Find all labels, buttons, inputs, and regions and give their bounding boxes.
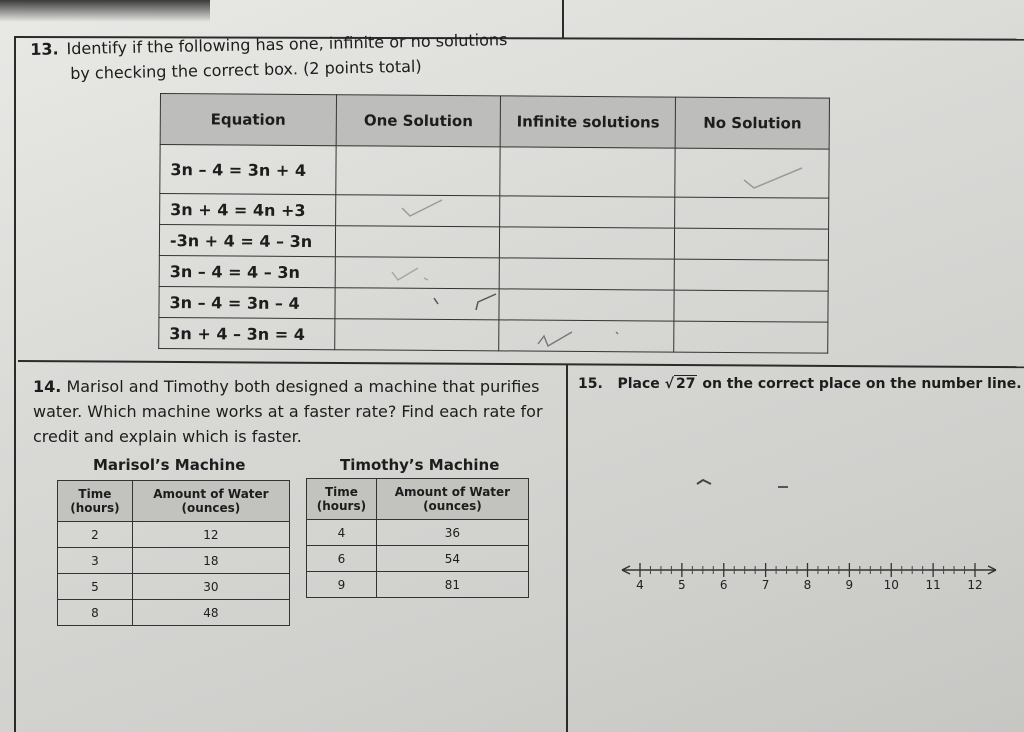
q13-number: 13. (30, 39, 59, 59)
table-row (159, 255, 828, 291)
water-header: Amount of Water (ounces) (132, 481, 289, 522)
one-solution-checkbox[interactable] (335, 226, 500, 258)
q15-number: 15. (578, 376, 603, 392)
number-line[interactable] (620, 545, 1000, 605)
solutions-table-header (160, 94, 829, 150)
time-cell: 6 (307, 546, 377, 572)
no-solution-checkbox[interactable] (675, 228, 829, 260)
table-row (160, 145, 829, 199)
pencil-smudge-icon (695, 476, 715, 490)
number-line-label: 9 (845, 578, 854, 592)
top-vertical-divider (562, 0, 564, 38)
no-solution-checkbox[interactable] (674, 259, 828, 291)
q14-number: 14. (33, 377, 62, 396)
one-solution-checkbox[interactable] (336, 146, 501, 196)
timothy-table-title: Timothy’s Machine (340, 456, 500, 474)
q14-prompt (33, 374, 563, 449)
page-shadow (0, 0, 210, 22)
time-cell: 9 (307, 572, 377, 598)
q13-title-text: Identify if the following has one, infinite or no solutions (66, 30, 508, 59)
no-solution-checkbox[interactable] (675, 197, 829, 229)
infinite-solutions-checkbox[interactable] (499, 289, 674, 321)
infinite-solutions-checkbox[interactable] (500, 147, 675, 197)
time-cell: 2 (58, 522, 133, 548)
table-row (307, 520, 529, 546)
water-header: Amount of Water (ounces) (376, 479, 528, 520)
number-line-label: 11 (925, 578, 941, 592)
time-header: Time (hours) (307, 479, 377, 520)
time-cell: 4 (307, 520, 377, 546)
water-cell: 18 (132, 548, 289, 574)
header-no-solution: No Solution (675, 97, 829, 149)
pencil-checkmark-icon (388, 262, 438, 286)
radicand: 27 (675, 376, 696, 392)
number-line-label: 12 (967, 578, 983, 592)
pencil-checkmark-icon (398, 196, 448, 222)
q14-text: Marisol and Timothy both designed a machine that purifies water. Which machine works at a faster rate? Find each rate for credit and explain which is faster. (33, 377, 543, 446)
water-cell: 36 (376, 520, 528, 546)
infinite-solutions-checkbox[interactable] (500, 258, 675, 290)
marisol-table-title: Marisol’s Machine (93, 456, 246, 474)
table-row (160, 194, 829, 230)
header-infinite-solutions: Infinite solutions (501, 96, 676, 148)
table-row (58, 574, 290, 600)
q13-subtitle: by checking the correct box. (2 points total) (70, 56, 422, 83)
time-cell: 3 (58, 548, 133, 574)
radical-sign-icon: √ (664, 376, 674, 392)
water-cell: 54 (376, 546, 528, 572)
equation-cell: 3n – 4 = 3n – 4 (159, 286, 335, 318)
pencil-smudge-icon (776, 482, 792, 492)
header-one-solution: One Solution (336, 95, 501, 147)
q15-text-after: on the correct place on the number line. (702, 376, 1022, 392)
equation-cell: 3n – 4 = 4 – 3n (159, 255, 335, 287)
equation-cell: 3n + 4 = 4n +3 (160, 194, 336, 226)
time-cell: 8 (58, 600, 133, 626)
table-row (307, 546, 529, 572)
timothy-table (306, 478, 529, 598)
water-cell: 81 (376, 572, 528, 598)
infinite-solutions-checkbox[interactable] (500, 227, 675, 259)
infinite-solutions-checkbox[interactable] (500, 196, 675, 228)
water-cell: 12 (132, 522, 289, 548)
no-solution-checkbox[interactable] (674, 321, 828, 353)
table-row (58, 522, 290, 548)
number-line-label: 7 (761, 578, 770, 592)
table-row (159, 317, 828, 353)
pencil-checkmark-icon (532, 324, 622, 350)
one-solution-checkbox[interactable] (334, 319, 499, 351)
square-root-expression (665, 376, 698, 392)
table-row (58, 600, 290, 626)
number-line-label: 5 (678, 578, 686, 592)
water-cell: 30 (132, 574, 289, 600)
table-row (159, 225, 828, 261)
q15-prompt (578, 376, 1022, 392)
marisol-table (57, 480, 290, 626)
equation-cell: 3n + 4 – 3n = 4 (159, 317, 335, 349)
lower-vertical-divider (566, 364, 568, 732)
time-cell: 5 (58, 574, 133, 600)
table-row (307, 572, 529, 598)
pencil-checkmark-icon (428, 290, 508, 316)
number-line-label: 4 (636, 578, 644, 592)
no-solution-checkbox[interactable] (674, 290, 828, 322)
number-line-label: 6 (719, 578, 728, 592)
left-border-line (14, 36, 16, 732)
table-row (58, 548, 290, 574)
equation-cell: -3n + 4 = 4 – 3n (159, 225, 335, 257)
water-cell: 48 (132, 600, 289, 626)
number-line-label: 10 (883, 578, 899, 592)
time-header: Time (hours) (58, 481, 133, 522)
equation-cell: 3n – 4 = 3n + 4 (160, 145, 336, 195)
number-line-label: 8 (803, 578, 812, 592)
pencil-checkmark-icon (740, 162, 810, 192)
q15-text-before: Place (617, 376, 660, 392)
header-equation: Equation (160, 94, 336, 146)
